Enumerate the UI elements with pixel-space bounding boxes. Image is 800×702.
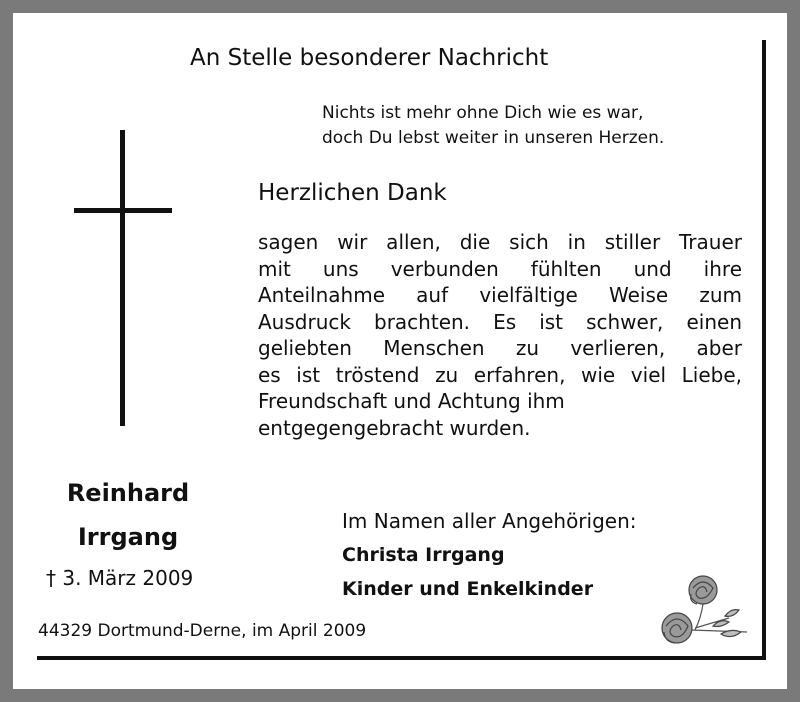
thanks-heading: Herzlichen Dank — [258, 180, 447, 206]
cross-icon-beam — [74, 208, 172, 213]
thanks-body — [258, 229, 742, 441]
body-line: es ist tröstend zu erfahren, wie viel Liebe, — [258, 362, 742, 387]
body-line: Freundschaft und Achtung ihm — [258, 389, 565, 413]
signature-line-1: Christa Irrgang — [342, 544, 505, 566]
notice-header: An Stelle besonderer Nachricht — [190, 45, 549, 71]
body-line: Ausdruck brachten. Es ist schwer, einen — [258, 309, 742, 334]
deceased-last-name: Irrgang — [77, 523, 179, 551]
signature-intro: Im Namen aller Angehörigen: — [342, 509, 637, 533]
cross-icon — [120, 130, 125, 426]
roses-icon — [655, 570, 755, 650]
verse-line-1: Nichts ist mehr ohne Dich wie es war, — [322, 103, 644, 123]
deceased-first-name: Reinhard — [66, 479, 190, 507]
body-line: entgegengebracht wurden. — [258, 415, 531, 440]
frame-right-border — [762, 40, 766, 660]
frame-bottom-border — [37, 656, 766, 660]
body-line: Anteilnahme auf vielfältige Weise zum — [258, 283, 742, 307]
body-line: mit uns verbunden fühlten und ihre — [258, 256, 742, 281]
verse-line-2: doch Du lebst weiter in unseren Herzen. — [322, 128, 665, 148]
body-line: sagen wir allen, die sich in stiller Trauer — [258, 230, 742, 254]
signature-line-2: Kinder und Enkelkinder — [342, 578, 594, 600]
place-date: 44329 Dortmund-Derne, im April 2009 — [38, 621, 367, 641]
body-line: geliebten Menschen zu verlieren, aber — [258, 336, 742, 360]
death-date: † 3. März 2009 — [46, 566, 194, 590]
